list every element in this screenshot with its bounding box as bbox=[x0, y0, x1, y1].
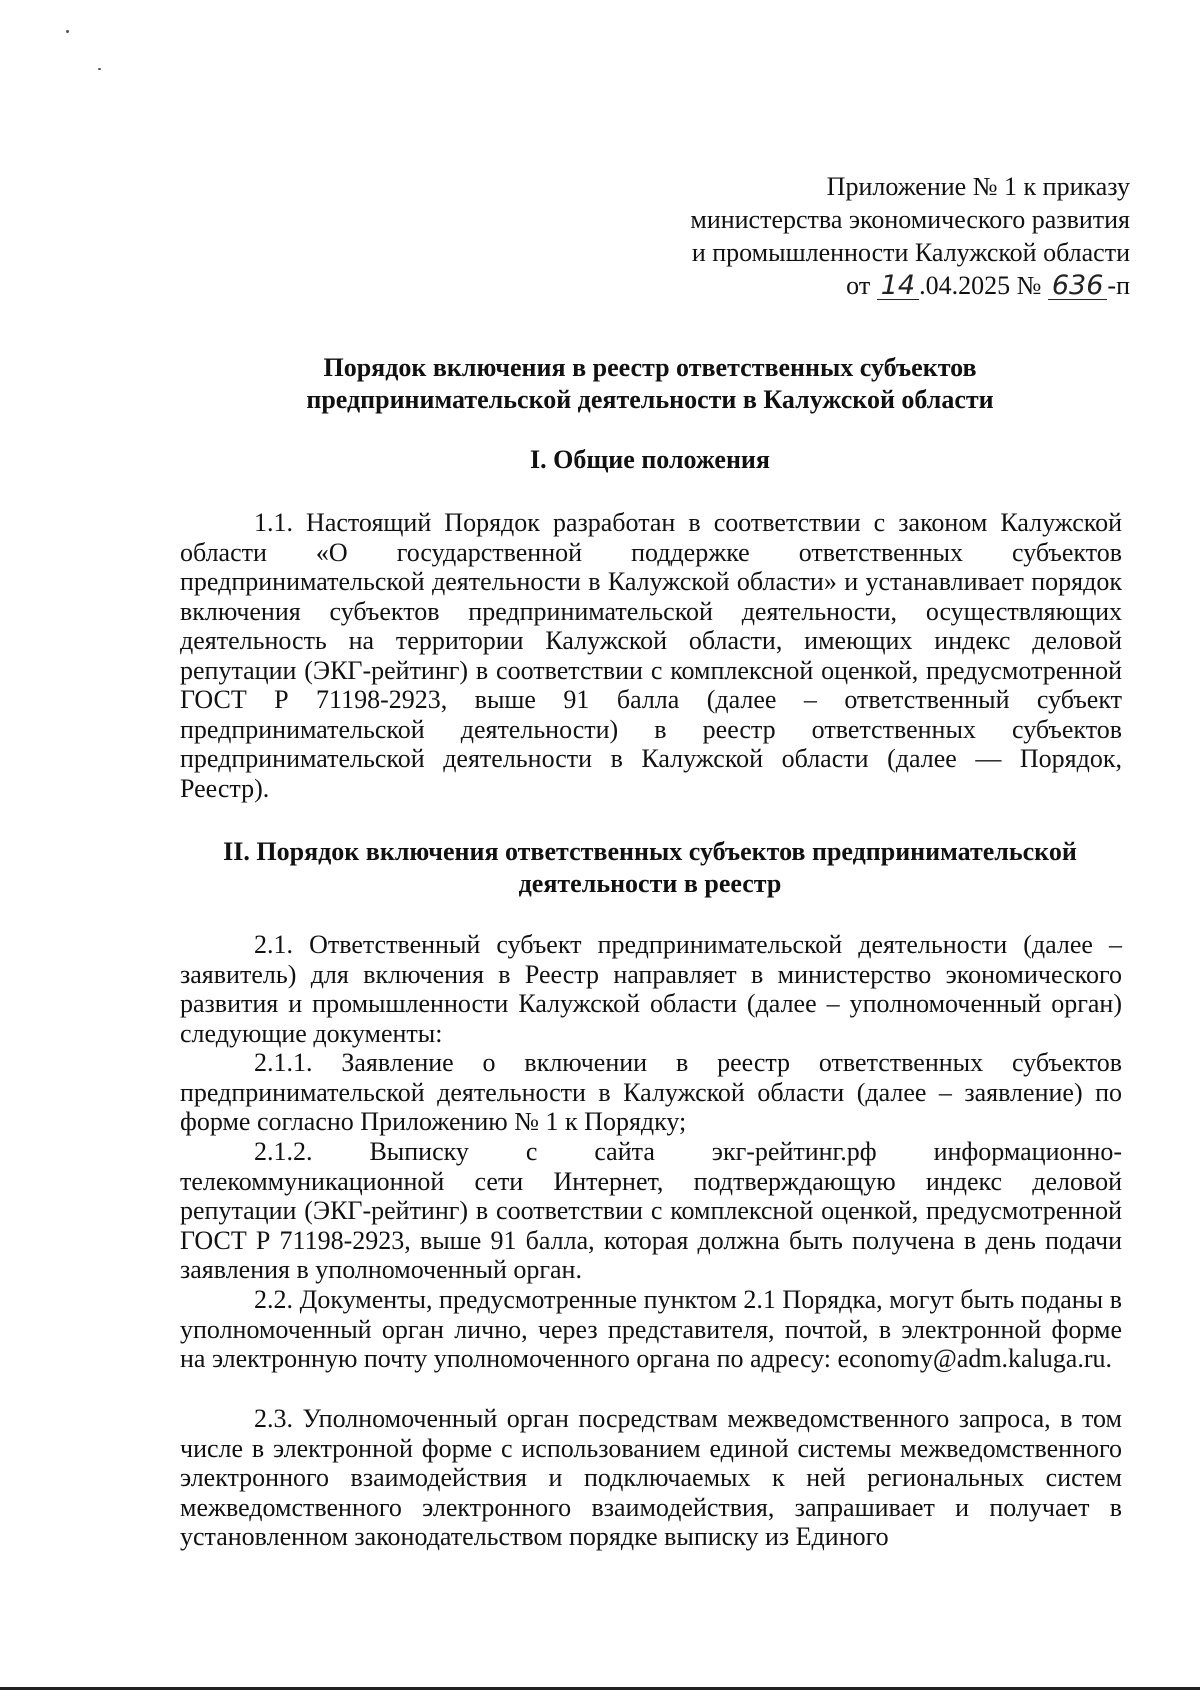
paragraph-2-3: 2.3. Уполномоченный орган посредствам межведомственного запроса, в том числе в электронной форме с использованием единой системы межведомственного электронного взаимодействия и подключаемых к ней региональных систем межведомственного электронного взаимодействия, запрашивает и получает в установленном законодательством порядке выписку из Единого bbox=[180, 1404, 1122, 1551]
section-2-heading bbox=[170, 836, 1130, 900]
header-date-line bbox=[690, 269, 1130, 302]
section-2-heading-line: деятельности в реестр bbox=[518, 869, 782, 898]
section-2-heading-line: II. Порядок включения ответственных субъектов предпринимательской bbox=[223, 837, 1077, 866]
paragraph-1-1: 1.1. Настоящий Порядок разработан в соответствии с законом Калужской области «О государственной поддержке ответственных субъектов предпринимательской деятельности в Калужской области» и устанавливает порядок включения субъектов предпринимательской деятельности, осуществляющих деятельность на территории Калужской области, имеющих индекс деловой репутации (ЭКГ-рейтинг) в соответствии с комплексной оценкой, предусмотренной ГОСТ Р 71198-2923, выше 91 балла (далее – ответственный субъект предпринимательской деятельности) в реестр ответственных субъектов предпринимательской деятельности в Калужской области (далее — Порядок, Реестр). bbox=[180, 508, 1122, 803]
handwritten-order-number: 636 bbox=[1048, 273, 1108, 300]
scan-edge-line bbox=[0, 1687, 1200, 1690]
document-title bbox=[170, 352, 1130, 416]
header-line: министерства экономического развития bbox=[690, 205, 1130, 234]
paragraph-2-2: 2.2. Документы, предусмотренные пунктом 2.1 Порядка, могут быть поданы в уполномоченный орган лично, через представителя, почтой, в электронной форме на электронную почту уполномоченного органа по адресу: economy@adm.kaluga.ru. bbox=[180, 1285, 1122, 1373]
order-suffix: -п bbox=[1107, 271, 1130, 300]
paragraph-2-1-1: 2.1.1. Заявление о включении в реестр ответственных субъектов предпринимательской деятельности в Калужской области (далее – заявление) по форме согласно Приложению № 1 к Порядку; bbox=[180, 1048, 1122, 1136]
section-1-heading: I. Общие положения bbox=[530, 445, 770, 474]
paragraph-2-1-2: 2.1.2. Выписку с сайта экг-рейтинг.рф информационно-телекоммуникационной сети Интернет, подтверждающую индекс деловой репутации (ЭКГ-рейтинг) в соответствии с комплексной оценкой, предусмотренной ГОСТ Р 71198-2923, выше 91 балла, которая должна быть получена в день подачи заявления в уполномоченный орган. bbox=[180, 1137, 1122, 1284]
date-rest: .04.2025 № bbox=[919, 271, 1042, 300]
scan-speck bbox=[98, 68, 101, 70]
date-prefix: от bbox=[846, 271, 871, 300]
appendix-header bbox=[690, 170, 1130, 302]
scan-speck bbox=[66, 30, 69, 33]
header-line: и промышленности Калужской области bbox=[691, 238, 1130, 267]
handwritten-day: 14 bbox=[877, 273, 919, 300]
title-line: предпринимательской деятельности в Калужской области bbox=[306, 385, 994, 414]
title-line: Порядок включения в реестр ответственных субъектов bbox=[323, 353, 977, 382]
paragraph-2-1: 2.1. Ответственный субъект предпринимательской деятельности (далее – заявитель) для включения в Реестр направляет в министерство экономического развития и промышленности Калужской области (далее – уполномоченный орган) следующие документы: bbox=[180, 930, 1122, 1048]
header-line: Приложение № 1 к приказу bbox=[826, 172, 1130, 201]
